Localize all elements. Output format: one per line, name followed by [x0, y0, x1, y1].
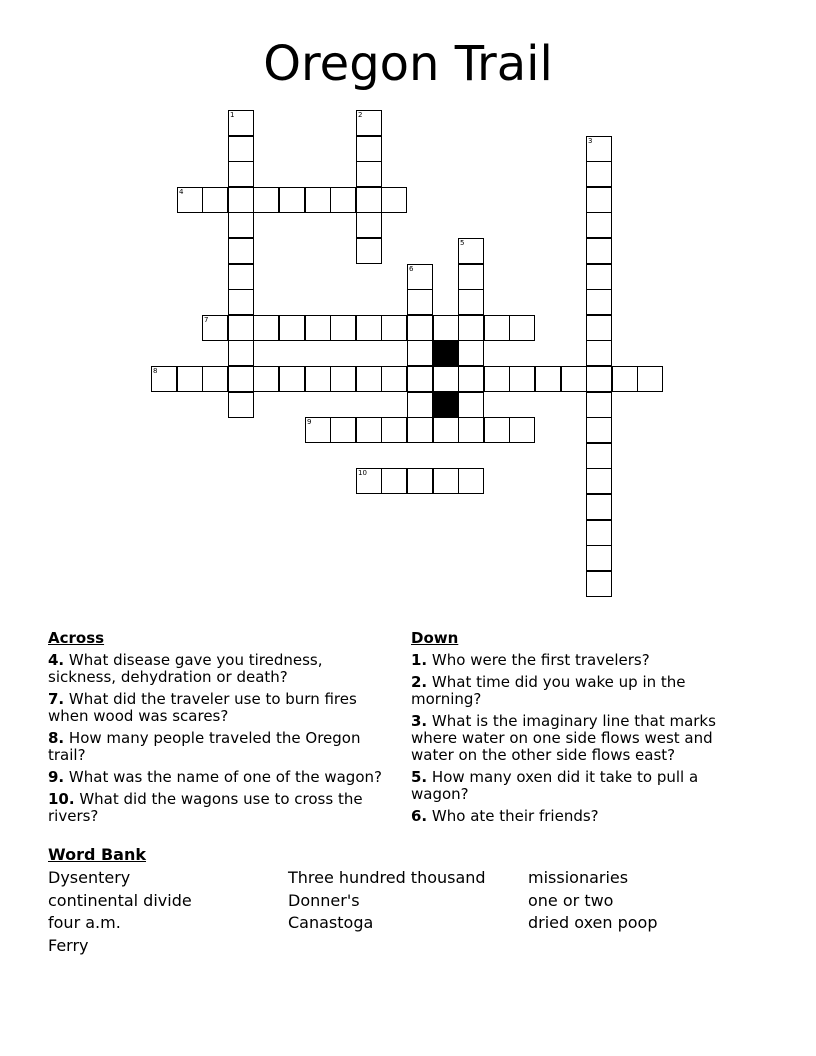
across-clue — [48, 730, 393, 764]
grid-cell[interactable] — [228, 110, 254, 136]
grid-cell[interactable] — [356, 136, 382, 162]
grid-cell[interactable] — [177, 366, 203, 392]
grid-cell[interactable] — [228, 136, 254, 162]
clue-number: 7. — [48, 690, 65, 708]
grid-cell[interactable] — [407, 366, 433, 392]
grid-cell[interactable] — [305, 366, 331, 392]
grid-cell[interactable] — [484, 315, 510, 341]
grid-cell[interactable] — [458, 340, 484, 366]
word-bank-column — [528, 867, 768, 935]
grid-cell[interactable] — [586, 443, 612, 469]
clue-number: 9 — [307, 418, 312, 426]
grid-cell[interactable] — [586, 340, 612, 366]
grid-cell[interactable] — [586, 520, 612, 546]
grid-cell[interactable] — [330, 187, 356, 213]
word-bank-item: Ferry — [48, 936, 89, 956]
grid-cell[interactable] — [228, 161, 254, 187]
clue-number: 5 — [460, 239, 465, 247]
clue-text: What did the wagons use to cross the rivers? — [48, 790, 363, 825]
clue-text: Who ate their friends? — [427, 807, 599, 825]
grid-cell[interactable] — [407, 315, 433, 341]
grid-cell[interactable] — [305, 187, 331, 213]
grid-cell[interactable] — [407, 392, 433, 418]
grid-cell[interactable] — [586, 366, 612, 392]
grid-cell[interactable] — [330, 315, 356, 341]
grid-cell[interactable] — [586, 545, 612, 571]
grid-cell[interactable] — [458, 417, 484, 443]
word-bank-item: one or two — [528, 890, 614, 910]
down-clues — [411, 628, 741, 830]
clue-number: 1 — [230, 111, 235, 119]
clue-number: 6 — [409, 265, 414, 273]
clue-number: 7 — [204, 316, 209, 324]
grid-cell[interactable] — [202, 315, 228, 341]
grid-cell[interactable] — [407, 264, 433, 290]
clue-number: 6. — [411, 807, 428, 825]
grid-cell[interactable] — [381, 417, 407, 443]
grid-cell[interactable] — [330, 417, 356, 443]
page-title: Oregon Trail — [263, 36, 553, 92]
grid-cell[interactable] — [586, 494, 612, 520]
clue-text: Who were the first travelers? — [427, 651, 650, 669]
word-bank-item: continental divide — [48, 890, 192, 910]
word-bank-column — [48, 867, 288, 958]
grid-cell[interactable] — [586, 417, 612, 443]
grid-cell[interactable] — [356, 417, 382, 443]
grid-cell[interactable] — [356, 366, 382, 392]
grid-cell[interactable] — [356, 212, 382, 238]
grid-cell[interactable] — [586, 161, 612, 187]
black-cell — [433, 340, 459, 366]
grid-cell[interactable] — [228, 340, 254, 366]
word-bank-column — [288, 867, 528, 935]
clue-number: 4 — [179, 188, 184, 196]
grid-cell[interactable] — [433, 315, 459, 341]
grid-cell[interactable] — [586, 264, 612, 290]
grid-cell[interactable] — [586, 212, 612, 238]
grid-cell[interactable] — [228, 289, 254, 315]
grid-cell[interactable] — [177, 187, 203, 213]
clue-number: 2 — [358, 111, 363, 119]
grid-cell[interactable] — [433, 366, 459, 392]
grid-cell[interactable] — [305, 315, 331, 341]
grid-cell[interactable] — [561, 366, 587, 392]
clue-text: What time did you wake up in the morning? — [411, 673, 686, 708]
grid-cell[interactable] — [202, 187, 228, 213]
clue-text: What is the imaginary line that marks where water on one side flows west and water on the other side flows east? — [411, 712, 716, 764]
grid-cell[interactable] — [637, 366, 663, 392]
grid-cell[interactable] — [381, 366, 407, 392]
grid-cell[interactable] — [356, 187, 382, 213]
grid-cell[interactable] — [356, 468, 382, 494]
word-bank-item: Canastoga — [288, 913, 374, 933]
grid-cell[interactable] — [586, 136, 612, 162]
word-bank-heading: Word Bank — [48, 845, 147, 864]
grid-cell[interactable] — [586, 468, 612, 494]
grid-cell[interactable] — [253, 366, 279, 392]
clue-number: 5. — [411, 768, 428, 786]
grid-cell[interactable] — [586, 289, 612, 315]
grid-cell[interactable] — [509, 417, 535, 443]
grid-cell[interactable] — [356, 315, 382, 341]
word-bank-item: Donner's — [288, 890, 360, 910]
grid-cell[interactable] — [612, 366, 638, 392]
black-cell — [433, 392, 459, 418]
clue-number: 10. — [48, 790, 75, 808]
down-clue — [411, 652, 741, 669]
grid-cell[interactable] — [586, 392, 612, 418]
grid-cell[interactable] — [356, 110, 382, 136]
clue-number: 4. — [48, 651, 65, 669]
grid-cell[interactable] — [458, 392, 484, 418]
clue-text: What did the traveler use to burn fires when wood was scares? — [48, 690, 357, 725]
grid-cell[interactable] — [458, 264, 484, 290]
clue-number: 8. — [48, 729, 65, 747]
grid-cell[interactable] — [407, 468, 433, 494]
down-clue — [411, 713, 741, 764]
word-bank-item: four a.m. — [48, 913, 121, 933]
grid-cell[interactable] — [228, 212, 254, 238]
across-clue — [48, 791, 393, 825]
grid-cell[interactable] — [586, 187, 612, 213]
grid-cell[interactable] — [458, 468, 484, 494]
grid-cell[interactable] — [356, 161, 382, 187]
grid-cell[interactable] — [509, 315, 535, 341]
across-clue — [48, 691, 393, 725]
grid-cell[interactable] — [458, 366, 484, 392]
across-clue — [48, 769, 393, 786]
across-clues — [48, 628, 393, 830]
word-bank-item: dried oxen poop — [528, 913, 658, 933]
grid-cell[interactable] — [586, 315, 612, 341]
grid-cell[interactable] — [381, 315, 407, 341]
grid-cell[interactable] — [228, 264, 254, 290]
clue-number: 8 — [153, 367, 158, 375]
grid-cell[interactable] — [253, 315, 279, 341]
grid-cell[interactable] — [356, 238, 382, 264]
across-heading: Across — [48, 629, 105, 647]
word-bank-item: Dysentery — [48, 868, 131, 887]
grid-cell[interactable] — [407, 417, 433, 443]
clue-text: How many oxen did it take to pull a wagon? — [411, 768, 699, 803]
grid-cell[interactable] — [535, 366, 561, 392]
grid-cell[interactable] — [586, 571, 612, 597]
clue-number: 3. — [411, 712, 428, 730]
grid-cell[interactable] — [305, 417, 331, 443]
grid-cell[interactable] — [381, 187, 407, 213]
grid-cell[interactable] — [458, 289, 484, 315]
grid-cell[interactable] — [433, 417, 459, 443]
grid-cell[interactable] — [279, 187, 305, 213]
clue-number: 1. — [411, 651, 428, 669]
clue-text: What was the name of one of the wagon? — [64, 768, 382, 786]
grid-cell[interactable] — [279, 315, 305, 341]
grid-cell[interactable] — [407, 340, 433, 366]
grid-cell[interactable] — [228, 238, 254, 264]
grid-cell[interactable] — [509, 366, 535, 392]
clue-text: What disease gave you tiredness, sickness, dehydration or death? — [48, 651, 323, 686]
word-bank-item: missionaries — [528, 868, 629, 887]
grid-cell[interactable] — [228, 187, 254, 213]
grid-cell[interactable] — [586, 238, 612, 264]
grid-cell[interactable] — [381, 468, 407, 494]
grid-cell[interactable] — [433, 468, 459, 494]
down-clue — [411, 769, 741, 803]
grid-cell[interactable] — [330, 366, 356, 392]
grid-cell[interactable] — [458, 315, 484, 341]
grid-cell[interactable] — [151, 366, 177, 392]
grid-cell[interactable] — [228, 366, 254, 392]
grid-cell[interactable] — [458, 238, 484, 264]
down-clue — [411, 674, 741, 708]
clue-text: How many people traveled the Oregon trail? — [48, 729, 361, 764]
word-bank-item: Three hundred thousand — [288, 868, 486, 887]
grid-cell[interactable] — [228, 392, 254, 418]
grid-cell[interactable] — [228, 315, 254, 341]
grid-cell[interactable] — [202, 366, 228, 392]
across-clue — [48, 652, 393, 686]
clue-number: 3 — [588, 137, 593, 145]
clue-number: 10 — [358, 469, 367, 477]
down-heading: Down — [411, 629, 459, 647]
grid-cell[interactable] — [484, 417, 510, 443]
grid-cell[interactable] — [484, 366, 510, 392]
grid-cell[interactable] — [407, 289, 433, 315]
grid-cell[interactable] — [279, 366, 305, 392]
grid-cell[interactable] — [253, 187, 279, 213]
down-clue — [411, 808, 741, 825]
clue-number: 2. — [411, 673, 428, 691]
clue-number: 9. — [48, 768, 65, 786]
